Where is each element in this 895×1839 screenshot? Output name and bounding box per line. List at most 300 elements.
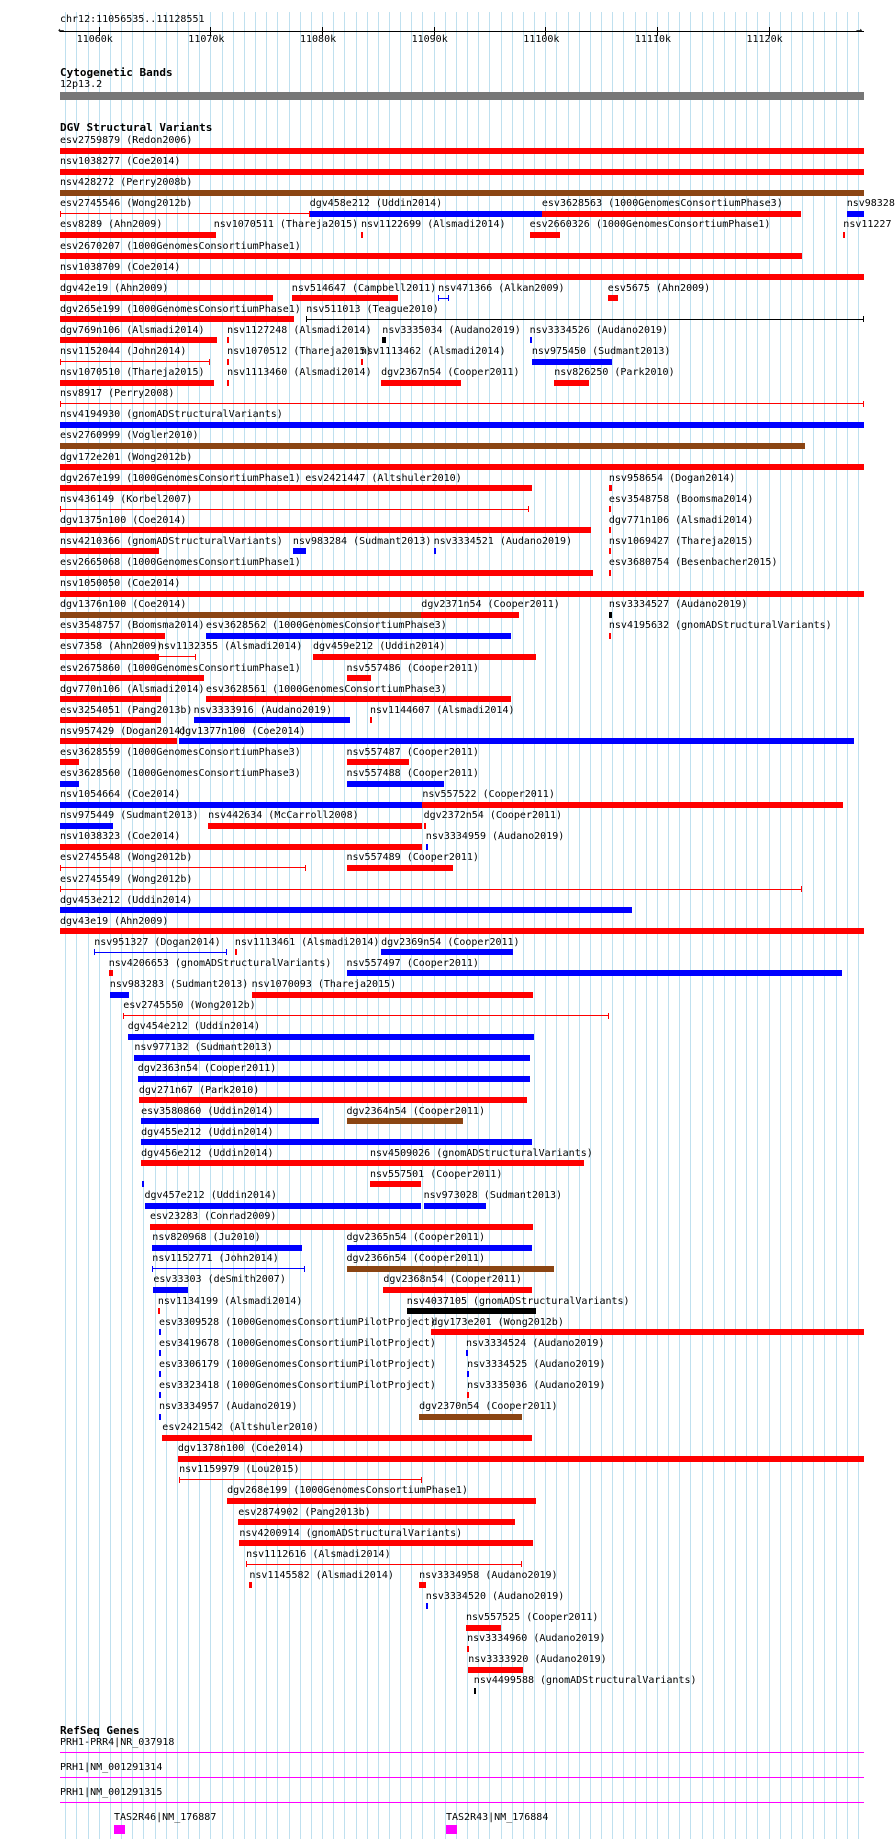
variant-label: nsv1069427 (Thareja2015) [608, 535, 754, 547]
variant-label: esv3419678 (1000GenomesConsortiumPilotProject) [159, 1337, 436, 1349]
variant-label: nsv975450 (Sudmant2013) [531, 346, 671, 357]
variant-bar [60, 612, 421, 618]
variant-label: dgv172e201 (Wong2012b) [60, 451, 193, 463]
variant-bar [158, 1308, 160, 1314]
variant-bar [60, 696, 161, 702]
gene-line [60, 1752, 864, 1753]
variant-bar [434, 548, 436, 554]
variant-bar [227, 380, 229, 386]
variant-bar [60, 274, 864, 280]
variant-bar [468, 1667, 523, 1673]
variant-end-cap [305, 865, 306, 871]
variant-bar [426, 1603, 428, 1609]
variant-label: nsv4195632 (gnomADStructuralVariants) [608, 620, 832, 632]
variant-label: dgv1376n100 (Coe2014) [60, 599, 187, 611]
variant-bar [60, 928, 864, 934]
variant-label: nsv511013 (Teague2010) [306, 303, 439, 315]
variant-label: nsv557501 (Cooper2011) [370, 1168, 503, 1180]
variant-label: esv23283 (Conrad2009) [150, 1211, 277, 1223]
grid-line [255, 12, 256, 1839]
variant-start-cap [246, 1561, 247, 1567]
variant-bar [293, 548, 306, 554]
variant-label: dgv2365n54 (Cooper2011) [346, 1232, 485, 1244]
variant-label: dgv459e212 (Uddin2014) [313, 641, 446, 653]
variant-bar [466, 1350, 468, 1356]
variant-bar [153, 1287, 188, 1293]
variant-bar [60, 422, 864, 428]
variant-bar [227, 359, 229, 365]
grid-line [244, 12, 245, 1839]
variant-bar [159, 1371, 161, 1377]
variant-bar [347, 970, 843, 976]
variant-bar [60, 253, 802, 259]
variant-label: nsv557488 (Cooper2011) [346, 768, 479, 779]
variant-bar [370, 1181, 421, 1187]
ruler-tick-label: 11110k [634, 34, 672, 45]
variant-bar [847, 211, 864, 217]
grid-line [836, 12, 837, 1839]
variant-label: nsv1113461 (Alsmadi2014) [234, 936, 380, 948]
variant-bar [178, 1456, 864, 1462]
variant-bar [421, 612, 519, 618]
gene-label: TAS2R46|NM_176887 [114, 1812, 217, 1823]
cyto-track-title: Cytogenetic Bands [60, 66, 173, 79]
variant-bar [60, 232, 214, 238]
variant-label: esv2660326 (1000GenomesConsortiumPhase1) [529, 219, 771, 231]
variant-bar [139, 1097, 528, 1103]
variant-label: nsv975449 (Sudmant2013) [60, 810, 199, 822]
variant-label: esv2675860 (1000GenomesConsortiumPhase1) [60, 662, 301, 674]
variant-bar [466, 1625, 501, 1631]
variant-label: dgv265e199 (1000GenomesConsortiumPhase1) [60, 303, 301, 315]
variant-label: nsv957429 (Dogan2014) [60, 725, 187, 737]
variant-bar [208, 823, 422, 829]
variant-label: esv2421542 (Altshuler2010) [162, 1422, 319, 1434]
variant-label: dgv2372n54 (Cooper2011) [423, 810, 563, 822]
variant-label: nsv1132355 (Alsmadi2014) [157, 641, 303, 653]
variant-label: dgv267e199 (1000GenomesConsortiumPhase1) [60, 472, 301, 484]
ruler-tick-label: 11090k [411, 34, 448, 45]
variant-label: nsv820968 (Ju2010) [152, 1232, 261, 1244]
variant-label: nsv3333916 (Audano2019) [193, 704, 333, 716]
grid-line [713, 12, 714, 1839]
variant-label: nsv1134199 (Alsmadi2014) [157, 1295, 303, 1307]
variant-label: esv3254051 (Pang2013b) [60, 704, 193, 716]
variant-bar [554, 380, 589, 386]
variant-bar [159, 1414, 161, 1420]
variant-bar [422, 802, 843, 808]
variant-bar [60, 570, 593, 576]
grid-line [568, 12, 569, 1839]
grid-line [791, 12, 792, 1839]
variant-start-cap [60, 401, 61, 407]
variant-bar [424, 1203, 487, 1209]
variant-bar [60, 802, 422, 808]
variant-label: dgv2369n54 (Cooper2011) [381, 936, 520, 948]
variant-bar [60, 591, 864, 597]
variant-end-cap [608, 1013, 609, 1019]
grid-line [579, 12, 580, 1839]
variant-end-cap [521, 1561, 522, 1567]
variant-line [60, 361, 210, 362]
variant-label: nsv557486 (Cooper2011) [346, 662, 479, 674]
variant-bar [347, 675, 372, 681]
variant-start-cap [123, 1013, 124, 1019]
variant-line [246, 1564, 522, 1565]
variant-bar [305, 485, 532, 491]
variant-end-cap [863, 401, 864, 407]
ruler-tick-label: 11070k [188, 34, 225, 45]
variant-bar [313, 654, 536, 660]
grid-line [780, 12, 781, 1839]
variant-bar [347, 759, 410, 765]
variant-label: dgv453e212 (Uddin2014) [60, 894, 193, 906]
variant-bar [60, 148, 864, 154]
variant-label: nsv557497 (Cooper2011) [346, 957, 479, 969]
variant-bar [249, 1582, 251, 1588]
variant-bar [60, 443, 805, 449]
variant-label: dgv771n106 (Alsmadi2014) [608, 514, 754, 526]
variant-bar [60, 169, 864, 175]
variant-bar [60, 548, 159, 554]
variant-end-cap [448, 295, 449, 301]
variant-label: nsv973028 (Sudmant2013) [423, 1190, 563, 1201]
grid-line [590, 12, 591, 1839]
grid-line [757, 12, 758, 1839]
variant-bar [206, 633, 511, 639]
variant-bar [60, 464, 864, 470]
variant-label: nsv951327 (Dogan2014) [94, 936, 221, 948]
variant-label: nsv3334524 (Audano2019) [466, 1337, 605, 1349]
variant-bar [60, 844, 422, 850]
variant-label: esv3628563 (1000GenomesConsortiumPhase3) [541, 198, 783, 210]
variant-label: nsv1070511 (Thareja2015) [213, 219, 359, 231]
cyto-band-label: 12p13.2 [60, 79, 103, 90]
variant-line [60, 889, 802, 890]
variant-label: nsv8917 (Perry2008) [60, 388, 175, 400]
variant-label: nsv471366 (Alkan2009) [438, 282, 565, 294]
variant-label: dgv2363n54 (Cooper2011) [137, 1063, 277, 1075]
variant-label: nsv1054664 (Coe2014) [60, 789, 181, 801]
variant-end-cap [304, 1266, 305, 1272]
gene-label: PRH1-PRR4|NR_037918 [60, 1737, 175, 1748]
variant-bar [141, 1139, 532, 1145]
variant-label: esv2874902 (Pang2013b) [238, 1506, 371, 1518]
grid-line [233, 12, 234, 1839]
variant-label: dgv2364n54 (Cooper2011) [346, 1105, 485, 1117]
variant-label: dgv454e212 (Uddin2014) [127, 1021, 261, 1033]
variant-label: esv3548757 (Boomsma2014) [60, 620, 205, 632]
variant-bar [530, 337, 532, 343]
variant-bar [431, 1329, 864, 1335]
variant-bar [60, 316, 294, 322]
gene-label: PRH1|NM_001291315 [60, 1787, 163, 1798]
variant-label: nsv3334960 (Audano2019) [467, 1633, 606, 1645]
grid-line [813, 12, 814, 1839]
variant-start-cap [152, 1266, 153, 1272]
variant-bar [162, 1435, 532, 1441]
variant-bar [608, 295, 618, 301]
variant-label: nsv98328 [846, 198, 895, 210]
variant-start-cap [60, 865, 61, 871]
variant-bar [419, 1414, 522, 1420]
variant-end-cap [195, 654, 196, 660]
variant-bar [159, 1392, 161, 1398]
variant-bar [370, 717, 372, 723]
grid-line [199, 12, 200, 1839]
grid-line [277, 12, 278, 1839]
variant-bar [206, 696, 511, 702]
variant-line [94, 952, 227, 953]
variant-label: nsv428272 (Perry2008b) [60, 177, 193, 189]
variant-bar [60, 633, 165, 639]
variant-label: nsv1070512 (Thareja2015) [227, 346, 372, 357]
variant-label: nsv4509026 (gnomADStructuralVariants) [370, 1147, 593, 1159]
grid-line [266, 12, 267, 1839]
ruler-right-arrow: → [856, 25, 863, 36]
grid-line [724, 12, 725, 1839]
variant-label: dgv457e212 (Uddin2014) [144, 1190, 277, 1201]
variant-label: nsv977132 (Sudmant2013) [134, 1042, 273, 1054]
ruler-tick-label: 11120k [746, 34, 783, 45]
variant-start-cap [60, 886, 61, 892]
variant-bar [60, 380, 214, 386]
variant-line [60, 403, 864, 404]
variant-start-cap [60, 359, 61, 365]
grid-line [858, 12, 859, 1839]
variant-bar [419, 1582, 426, 1588]
variant-label: esv2759879 (Redon2006) [60, 135, 193, 146]
grid-line [222, 12, 223, 1839]
variant-bar [179, 738, 854, 744]
variant-label: dgv173e201 (Wong2012b) [431, 1316, 564, 1328]
variant-label: nsv1038323 (Coe2014) [60, 831, 181, 843]
variant-bar [347, 781, 444, 787]
variant-label: nsv4210366 (gnomADStructuralVariants) [60, 535, 283, 547]
variant-bar [227, 1498, 536, 1504]
variant-bar [60, 675, 204, 681]
grid-line [735, 12, 736, 1839]
grid-line [601, 12, 602, 1839]
refseq-track-title: RefSeq Genes [60, 1724, 140, 1737]
variant-line [60, 867, 306, 868]
variant-label: esv3628562 (1000GenomesConsortiumPhase3) [205, 620, 447, 632]
variant-bar [843, 232, 845, 238]
variant-bar [60, 781, 79, 787]
variant-label: nsv557522 (Cooper2011) [422, 789, 555, 801]
variant-label: nsv958654 (Dogan2014) [608, 472, 736, 484]
variant-label: esv2745548 (Wong2012b) [60, 852, 193, 864]
variant-line [60, 213, 310, 214]
variant-bar [609, 485, 612, 491]
variant-label: nsv1070510 (Thareja2015) [60, 367, 205, 379]
variant-label: nsv3334527 (Audano2019) [608, 599, 748, 611]
variant-label: nsv514647 (Campbell2011) [291, 282, 437, 294]
variant-label: nsv1038277 (Coe2014) [60, 156, 181, 168]
variant-bar [609, 570, 611, 576]
variant-label: nsv3334520 (Audano2019) [425, 1590, 565, 1602]
variant-line [152, 1268, 305, 1269]
gene-label: TAS2R43|NM_176884 [446, 1812, 549, 1823]
variant-bar [361, 232, 363, 238]
variant-bar [361, 359, 363, 365]
variant-label: nsv442634 (McCarroll2008) [208, 810, 359, 822]
variant-label: nsv4200914 (gnomADStructuralVariants) [239, 1527, 463, 1539]
variant-label: dgv2371n54 (Cooper2011) [421, 599, 560, 611]
variant-bar [128, 1034, 534, 1040]
variant-label: nsv1050050 (Coe2014) [60, 578, 181, 590]
variant-label: nsv11227 [843, 219, 892, 231]
variant-start-cap [158, 654, 159, 660]
variant-bar [426, 844, 428, 850]
variant-bar [60, 717, 161, 723]
variant-label: nsv1145582 (Alsmadi2014) [249, 1569, 394, 1581]
variant-line [123, 1015, 609, 1016]
gene-exon [446, 1825, 457, 1834]
variant-label: nsv1144607 (Alsmadi2014) [370, 704, 515, 716]
variant-bar [347, 865, 453, 871]
variant-label: nsv1127248 (Alsmadi2014) [227, 324, 372, 336]
variant-bar [381, 949, 513, 955]
variant-start-cap [306, 316, 307, 322]
variant-bar [532, 359, 612, 365]
variant-label: nsv4194930 (gnomADStructuralVariants) [60, 409, 283, 421]
variant-bar [60, 527, 591, 533]
variant-bar [60, 738, 177, 744]
variant-bar [134, 1055, 529, 1061]
variant-label: nsv557487 (Cooper2011) [346, 746, 479, 758]
variant-line [158, 656, 196, 657]
variant-start-cap [60, 211, 61, 217]
variant-label: dgv2370n54 (Cooper2011) [419, 1401, 558, 1412]
variant-label: esv7358 (Ahn2009) [60, 641, 163, 653]
variant-bar [150, 1224, 533, 1230]
variant-bar [60, 907, 632, 913]
variant-end-cap [421, 1477, 422, 1483]
ruler-tick-label: 11100k [523, 34, 560, 45]
grid-line [188, 12, 189, 1839]
variant-label: dgv268e199 (1000GenomesConsortiumPhase1) [227, 1485, 468, 1497]
variant-bar [609, 548, 611, 554]
variant-label: dgv271n67 (Park2010) [138, 1084, 260, 1096]
variant-bar [609, 633, 611, 639]
variant-bar [292, 295, 398, 301]
variant-end-cap [528, 506, 529, 512]
variant-bar [424, 823, 426, 829]
variant-label: nsv3334526 (Audano2019) [529, 324, 669, 336]
variant-label: dgv456e212 (Uddin2014) [141, 1147, 274, 1159]
gene-line [60, 1802, 864, 1803]
cyto-band-bar [60, 92, 864, 100]
variant-bar [382, 337, 385, 343]
variant-bar [60, 759, 79, 765]
variant-label: nsv436149 (Korbel2007) [60, 493, 193, 505]
variant-label: nsv3335036 (Audano2019) [467, 1379, 606, 1391]
variant-label: nsv983284 (Sudmant2013) [292, 535, 432, 547]
variant-label: esv3580860 (Uddin2014) [141, 1105, 274, 1117]
variant-label: esv3548758 (Boomsma2014) [608, 493, 754, 505]
variant-bar [542, 211, 801, 217]
gene-line [60, 1777, 864, 1778]
variant-bar [152, 1245, 302, 1251]
variant-bar [239, 1540, 533, 1546]
variant-line [60, 509, 529, 510]
variant-line [306, 319, 864, 320]
variant-label: dgv1377n100 (Coe2014) [179, 725, 306, 737]
variant-start-cap [438, 295, 439, 301]
grid-line [746, 12, 747, 1839]
variant-label: dgv455e212 (Uddin2014) [141, 1126, 274, 1138]
variant-label: esv2670207 (1000GenomesConsortiumPhase1) [60, 240, 301, 252]
variant-bar [383, 1287, 532, 1293]
variant-label: dgv43e19 (Ahn2009) [60, 915, 169, 927]
grid-line [769, 12, 770, 1839]
variant-label: dgv1378n100 (Coe2014) [177, 1443, 305, 1455]
grid-line [289, 12, 290, 1839]
variant-bar [310, 211, 542, 217]
variant-start-cap [179, 1477, 180, 1483]
variant-label: nsv983283 (Sudmant2013) [109, 979, 249, 990]
variant-bar [252, 992, 533, 998]
variant-label: esv2421447 (Altshuler2010) [305, 472, 462, 484]
grid-line [177, 12, 178, 1839]
variant-label: dgv770n106 (Alsmadi2014) [60, 683, 205, 695]
variant-label: esv2745546 (Wong2012b) [60, 198, 193, 210]
variant-label: nsv557525 (Cooper2011) [466, 1612, 599, 1623]
variant-label: esv5675 (Ahn2009) [607, 282, 711, 294]
variant-bar [227, 337, 229, 343]
variant-label: nsv3334959 (Audano2019) [425, 831, 565, 843]
variant-label: esv3680754 (Besenbacher2015) [608, 557, 778, 568]
variant-bar [110, 992, 129, 998]
variant-label: esv8289 (Ahn2009) [60, 219, 163, 231]
variant-label: nsv1159979 (Lou2015) [179, 1464, 300, 1476]
grid-line [210, 12, 211, 1839]
variant-end-cap [801, 886, 802, 892]
variant-label: dgv1375n100 (Coe2014) [60, 514, 187, 526]
grid-line [847, 12, 848, 1839]
variant-bar [138, 1076, 530, 1082]
variant-end-cap [209, 359, 210, 365]
variant-label: esv2760999 (Vogler2010) [60, 430, 199, 442]
variant-label: nsv4037105 (gnomADStructuralVariants) [406, 1295, 630, 1307]
variant-label: nsv3334958 (Audano2019) [419, 1569, 558, 1581]
variant-label: esv3628561 (1000GenomesConsortiumPhase3) [205, 683, 447, 695]
variant-bar [467, 1371, 469, 1377]
variant-bar [467, 1392, 469, 1398]
variant-bar [60, 190, 864, 196]
variant-bar [347, 1118, 463, 1124]
variant-bar [60, 823, 113, 829]
gene-exon [114, 1825, 125, 1834]
variant-label: nsv1113460 (Alsmadi2014) [227, 367, 372, 379]
ruler-left-arrow: ← [58, 25, 65, 36]
variant-bar [609, 527, 611, 533]
variant-label: nsv3334957 (Audano2019) [159, 1401, 298, 1412]
variant-bar [609, 506, 611, 512]
variant-bar [407, 1308, 537, 1314]
variant-bar [381, 380, 461, 386]
variant-bar [347, 1245, 532, 1251]
dgv-track-title: DGV Structural Variants [60, 121, 213, 134]
variant-label: dgv2367n54 (Cooper2011) [381, 367, 520, 379]
variant-label: nsv1152771 (John2014) [152, 1253, 279, 1265]
variant-start-cap [94, 949, 95, 955]
variant-label: dgv2368n54 (Cooper2011) [383, 1274, 522, 1286]
variant-bar [141, 1118, 319, 1124]
variant-bar [370, 1160, 584, 1166]
variant-label: esv3628560 (1000GenomesConsortiumPhase3) [60, 768, 301, 779]
